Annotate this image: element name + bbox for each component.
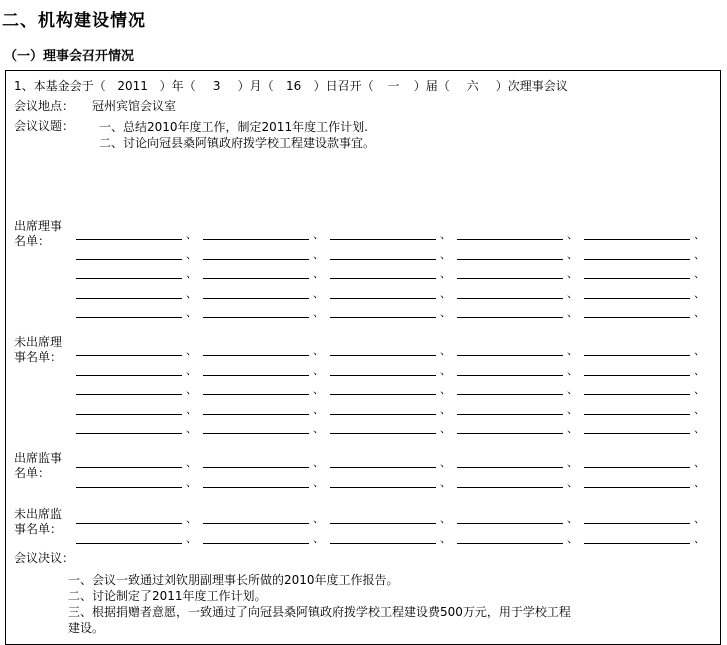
separator-mark: 、: [440, 267, 451, 280]
name-entry-field[interactable]: [203, 344, 309, 356]
name-entry-field[interactable]: [76, 344, 182, 356]
name-entry-field[interactable]: [457, 532, 563, 544]
name-entry-row: [76, 476, 716, 488]
year-suffix: ）年（: [159, 79, 196, 93]
name-entry-field[interactable]: [457, 476, 563, 488]
separator-mark: 、: [186, 532, 197, 545]
name-entry-field[interactable]: [203, 403, 309, 415]
separator-mark: 、: [313, 532, 324, 545]
name-entry-row: [76, 287, 716, 299]
label-line: 出席理事: [14, 219, 63, 233]
separator-mark: 、: [440, 248, 451, 261]
separator-mark: 、: [567, 403, 578, 416]
name-entry-field[interactable]: [330, 403, 436, 415]
name-entry-field[interactable]: [76, 228, 182, 240]
name-entry-field[interactable]: [584, 403, 690, 415]
name-entry-field[interactable]: [457, 403, 563, 415]
label-line: 未出席监: [14, 507, 63, 521]
separator-mark: 、: [567, 532, 578, 545]
name-entry-field[interactable]: [76, 512, 182, 524]
separator-mark: 、: [313, 476, 324, 489]
intro-prefix: 1、本基金会于（: [14, 79, 106, 93]
name-entry-field[interactable]: [76, 476, 182, 488]
name-entry-field[interactable]: [330, 456, 436, 468]
separator-mark: 、: [440, 228, 451, 241]
name-entry-field[interactable]: [330, 383, 436, 395]
separator-mark: 、: [567, 287, 578, 300]
separator-mark: 、: [694, 267, 705, 280]
name-entry-field[interactable]: [330, 344, 436, 356]
separator-mark: 、: [694, 228, 705, 241]
separator-mark: 、: [567, 476, 578, 489]
separator-mark: 、: [440, 512, 451, 525]
separator-mark: 、: [440, 403, 451, 416]
name-entry-field[interactable]: [457, 456, 563, 468]
name-entry-field[interactable]: [457, 306, 563, 318]
label-line: 名单：: [14, 234, 51, 248]
name-entry-field[interactable]: [203, 248, 309, 260]
meeting-intro-line: [14, 77, 568, 94]
meeting-suffix: ）次理事会议: [495, 79, 568, 93]
separator-mark: 、: [694, 422, 705, 435]
name-entry-field[interactable]: [76, 306, 182, 318]
name-entry-field[interactable]: [330, 287, 436, 299]
meeting-session[interactable]: 一: [387, 79, 400, 93]
separator-mark: 、: [186, 364, 197, 377]
name-entry-field[interactable]: [330, 476, 436, 488]
month-suffix: ）月（: [237, 79, 274, 93]
name-entry-field[interactable]: [330, 248, 436, 260]
separator-mark: 、: [694, 306, 705, 319]
separator-mark: 、: [186, 228, 197, 241]
separator-mark: 、: [186, 476, 197, 489]
separator-mark: 、: [567, 306, 578, 319]
name-entry-field[interactable]: [457, 228, 563, 240]
meeting-number[interactable]: 六: [466, 79, 479, 93]
separator-mark: 、: [440, 306, 451, 319]
separator-mark: 、: [313, 422, 324, 435]
name-entry-field[interactable]: [584, 383, 690, 395]
agenda-label: 会议议题：: [14, 119, 75, 133]
name-entry-field[interactable]: [76, 248, 182, 260]
resolution-item: 一、会议一致通过刘钦朋副理事长所做的2010年度工作报告。: [68, 573, 399, 587]
name-entry-field[interactable]: [584, 364, 690, 376]
separator-mark: 、: [313, 287, 324, 300]
absent-supervisors-label: [14, 507, 62, 537]
separator-mark: 、: [694, 383, 705, 396]
name-entry-field[interactable]: [584, 532, 690, 544]
name-entry-row: [76, 267, 716, 279]
attending-directors-label: [14, 219, 62, 249]
separator-mark: 、: [186, 422, 197, 435]
name-entry-field[interactable]: [76, 287, 182, 299]
separator-mark: 、: [567, 422, 578, 435]
label-line: 出席监事: [14, 451, 63, 465]
label-line: 事名单：: [14, 522, 63, 536]
separator-mark: 、: [567, 228, 578, 241]
absent-directors-label: [14, 335, 62, 365]
day-suffix: ）日召开（: [313, 79, 374, 93]
separator-mark: 、: [186, 403, 197, 416]
name-entry-field[interactable]: [203, 287, 309, 299]
separator-mark: 、: [186, 248, 197, 261]
name-entry-field[interactable]: [584, 456, 690, 468]
name-entry-row: [76, 383, 716, 395]
attending-supervisors-label: [14, 451, 62, 481]
name-entry-row: [76, 364, 716, 376]
separator-mark: 、: [567, 248, 578, 261]
name-entry-field[interactable]: [457, 287, 563, 299]
separator-mark: 、: [567, 267, 578, 280]
name-entry-field[interactable]: [203, 456, 309, 468]
separator-mark: 、: [313, 267, 324, 280]
separator-mark: 、: [694, 248, 705, 261]
resolution-item: 建设。: [68, 621, 105, 635]
separator-mark: 、: [186, 306, 197, 319]
separator-mark: 、: [186, 383, 197, 396]
separator-mark: 、: [313, 512, 324, 525]
name-entry-field[interactable]: [584, 228, 690, 240]
name-entry-field[interactable]: [330, 422, 436, 434]
separator-mark: 、: [694, 344, 705, 357]
agenda-item: 二、讨论向冠县桑阿镇政府拨学校工程建设款事宜。: [99, 136, 376, 150]
name-entry-field[interactable]: [203, 512, 309, 524]
separator-mark: 、: [440, 422, 451, 435]
name-entry-field[interactable]: [584, 306, 690, 318]
name-entry-field[interactable]: [76, 532, 182, 544]
separator-mark: 、: [313, 248, 324, 261]
name-entry-field[interactable]: [584, 344, 690, 356]
separator-mark: 、: [694, 476, 705, 489]
separator-mark: 、: [440, 456, 451, 469]
separator-mark: 、: [313, 344, 324, 357]
name-entry-row: [76, 228, 716, 240]
separator-mark: 、: [567, 344, 578, 357]
meeting-month[interactable]: 3: [212, 79, 221, 93]
meeting-day[interactable]: 16: [286, 79, 302, 93]
separator-mark: 、: [313, 383, 324, 396]
separator-mark: 、: [313, 228, 324, 241]
meeting-info-box: [5, 70, 721, 645]
meeting-year[interactable]: 2011: [117, 79, 148, 93]
name-entry-field[interactable]: [203, 476, 309, 488]
name-entry-field[interactable]: [203, 267, 309, 279]
name-entry-field[interactable]: [457, 512, 563, 524]
name-entry-field[interactable]: [330, 228, 436, 240]
name-entry-row: [76, 344, 716, 356]
name-entry-row: [76, 456, 716, 468]
name-entry-field[interactable]: [203, 306, 309, 318]
name-entry-field[interactable]: [203, 228, 309, 240]
separator-mark: 、: [694, 512, 705, 525]
name-entry-field[interactable]: [76, 267, 182, 279]
label-line: 事名单：: [14, 350, 63, 364]
subsection-title: （一）理事会召开情况: [4, 49, 135, 64]
name-entry-field[interactable]: [330, 364, 436, 376]
name-entry-field[interactable]: [457, 248, 563, 260]
name-entry-field[interactable]: [203, 364, 309, 376]
label-line: 未出席理: [14, 335, 63, 349]
name-entry-field[interactable]: [330, 267, 436, 279]
name-entry-field[interactable]: [76, 422, 182, 434]
separator-mark: 、: [440, 287, 451, 300]
name-entry-row: [76, 403, 716, 415]
name-entry-field[interactable]: [76, 456, 182, 468]
name-entry-row: [76, 532, 716, 544]
name-entry-field[interactable]: [584, 287, 690, 299]
agenda-item: 一、总结2010年度工作，制定2011年度工作计划.: [99, 120, 368, 134]
separator-mark: 、: [440, 344, 451, 357]
name-entry-field[interactable]: [330, 532, 436, 544]
name-entry-row: [76, 248, 716, 260]
separator-mark: 、: [186, 287, 197, 300]
separator-mark: 、: [440, 532, 451, 545]
resolution-item: 三、根据捐赠者意愿，一致通过了向冠县桑阿镇政府拨学校工程建设费500万元，用于学校工程: [68, 605, 571, 619]
separator-mark: 、: [694, 364, 705, 377]
separator-mark: 、: [567, 512, 578, 525]
name-entry-field[interactable]: [584, 267, 690, 279]
name-entry-field[interactable]: [203, 383, 309, 395]
separator-mark: 、: [313, 403, 324, 416]
name-entry-field[interactable]: [584, 248, 690, 260]
name-entry-row: [76, 512, 716, 524]
name-entry-field[interactable]: [76, 383, 182, 395]
separator-mark: 、: [440, 383, 451, 396]
separator-mark: 、: [694, 456, 705, 469]
name-entry-field[interactable]: [330, 306, 436, 318]
separator-mark: 、: [567, 364, 578, 377]
name-entry-row: [76, 422, 716, 434]
separator-mark: 、: [694, 403, 705, 416]
separator-mark: 、: [313, 306, 324, 319]
separator-mark: 、: [313, 456, 324, 469]
name-entry-field[interactable]: [76, 364, 182, 376]
name-entry-field[interactable]: [584, 476, 690, 488]
separator-mark: 、: [567, 456, 578, 469]
name-entry-field[interactable]: [457, 422, 563, 434]
separator-mark: 、: [186, 512, 197, 525]
resolution-item: 二、讨论制定了2011年度工作计划。: [68, 589, 267, 603]
name-entry-field[interactable]: [457, 344, 563, 356]
name-entry-field[interactable]: [76, 403, 182, 415]
name-entry-field[interactable]: [457, 364, 563, 376]
separator-mark: 、: [313, 364, 324, 377]
name-entry-field[interactable]: [203, 532, 309, 544]
name-entry-field[interactable]: [330, 512, 436, 524]
separator-mark: 、: [186, 344, 197, 357]
separator-mark: 、: [567, 383, 578, 396]
name-entry-field[interactable]: [457, 267, 563, 279]
location-label: 会议地点：: [14, 99, 75, 113]
separator-mark: 、: [186, 267, 197, 280]
separator-mark: 、: [440, 476, 451, 489]
separator-mark: 、: [186, 456, 197, 469]
name-entry-field[interactable]: [457, 383, 563, 395]
name-entry-row: [76, 306, 716, 318]
separator-mark: 、: [440, 364, 451, 377]
session-suffix: ）届（: [413, 79, 450, 93]
meeting-location[interactable]: 冠州宾馆会议室: [92, 99, 177, 113]
separator-mark: 、: [694, 532, 705, 545]
separator-mark: 、: [694, 287, 705, 300]
name-entry-field[interactable]: [203, 422, 309, 434]
section-title: 二、机构建设情况: [2, 11, 146, 31]
label-line: 名单：: [14, 466, 51, 480]
name-entry-field[interactable]: [584, 422, 690, 434]
name-entry-field[interactable]: [584, 512, 690, 524]
resolution-label: 会议决议：: [14, 551, 75, 565]
